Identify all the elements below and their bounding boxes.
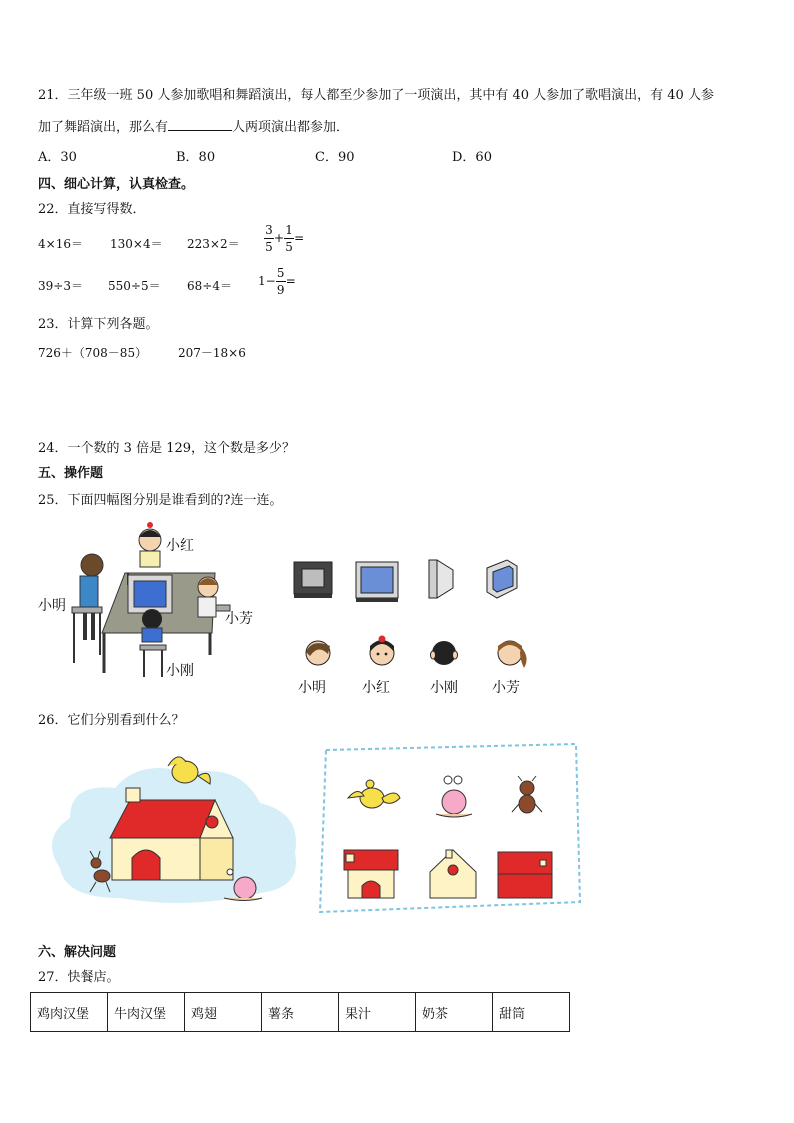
house-top-view-icon[interactable]: [342, 848, 400, 900]
menu-item: 鸡肉汉堡: [31, 993, 108, 1032]
scene-label-bottom: 小刚: [166, 663, 194, 679]
scene-label-top: 小红: [166, 538, 194, 554]
kid-label: 小红: [362, 680, 390, 696]
q21-option-d[interactable]: D．60: [452, 150, 492, 165]
section-4-heading: 四、细心计算，认真检查。: [38, 177, 195, 192]
computer-view-back[interactable]: [292, 560, 334, 600]
calc-item: 4×16＝: [38, 237, 83, 251]
calc-expression: 207－18×6: [178, 346, 246, 360]
table-scene-illustration: [40, 515, 270, 680]
menu-item: 薯条: [262, 993, 339, 1032]
q21-option-b[interactable]: B．80: [176, 150, 216, 165]
section-6-heading: 六、解决问题: [38, 945, 117, 960]
scene-label-right: 小芳: [225, 611, 253, 627]
computer-view-side[interactable]: [425, 558, 455, 600]
q21-line2-end: 人两项演出都参加．: [232, 120, 350, 135]
calc-item: 68÷4＝: [187, 279, 232, 293]
fraction-expression-1: $\frac{3}{5}$ + $\frac{1}{5}$ =: [265, 223, 305, 254]
scene-label-left: 小明: [38, 598, 66, 614]
calc-item: 130×4＝: [110, 237, 163, 251]
ant-icon[interactable]: [510, 776, 544, 818]
snail-icon[interactable]: [432, 774, 474, 818]
q21-option-a[interactable]: A．30: [38, 150, 77, 165]
q23-title: 23．计算下列各题。: [38, 317, 159, 332]
menu-item: 牛肉汉堡: [108, 993, 185, 1032]
calc-item: 223×2＝: [187, 237, 240, 251]
table-row: [31, 993, 570, 1032]
kid-head-xiaofang: [494, 636, 530, 672]
house-scene-illustration: [40, 748, 305, 908]
q21-option-c[interactable]: C．90: [315, 150, 355, 165]
computer-view-angle[interactable]: [483, 558, 519, 600]
computer-view-front[interactable]: [354, 560, 400, 604]
menu-table: [30, 992, 570, 1032]
kid-head-xiaoming: [304, 636, 332, 672]
q24-text: 24．一个数的 3 倍是 129，这个数是多少？: [38, 441, 296, 456]
menu-item: 果汁: [339, 993, 416, 1032]
answer-blank[interactable]: [168, 118, 232, 131]
kid-label: 小刚: [430, 680, 458, 696]
section-5-heading: 五、操作题: [38, 466, 104, 481]
house-roof-view-icon[interactable]: [496, 850, 554, 900]
calc-item: 550÷5＝: [108, 279, 161, 293]
q21-line2-start: 加了舞蹈演出，那么有: [38, 120, 169, 135]
menu-item: 鸡翅: [185, 993, 262, 1032]
house-side-view-icon[interactable]: [428, 848, 478, 900]
menu-item: 甜筒: [493, 993, 570, 1032]
fraction-expression-2: 1− $\frac{5}{9}$ =: [258, 266, 296, 297]
calc-expression: 726＋（708－85）: [38, 346, 148, 360]
kid-label: 小芳: [492, 680, 520, 696]
q21-line2: [38, 116, 349, 135]
q25-title: 25．下面四幅图分别是谁看到的?连一连。: [38, 493, 283, 508]
kid-head-xiaogang: [430, 636, 458, 672]
q21-line1: 21．三年级一班 50 人参加歌唱和舞蹈演出，每人都至少参加了一项演出，其中有 40 人参加了歌唱演出，有 40 人参: [38, 88, 714, 103]
q27-title: 27．快餐店。: [38, 970, 120, 985]
kid-label: 小明: [298, 680, 326, 696]
calc-item: 39÷3＝: [38, 279, 83, 293]
menu-item: 奶茶: [416, 993, 493, 1032]
bird-icon[interactable]: [344, 776, 402, 816]
q22-title: 22．直接写得数．: [38, 202, 146, 217]
q26-title: 26．它们分别看到什么？: [38, 713, 185, 728]
kid-head-xiaohong: [368, 634, 396, 672]
